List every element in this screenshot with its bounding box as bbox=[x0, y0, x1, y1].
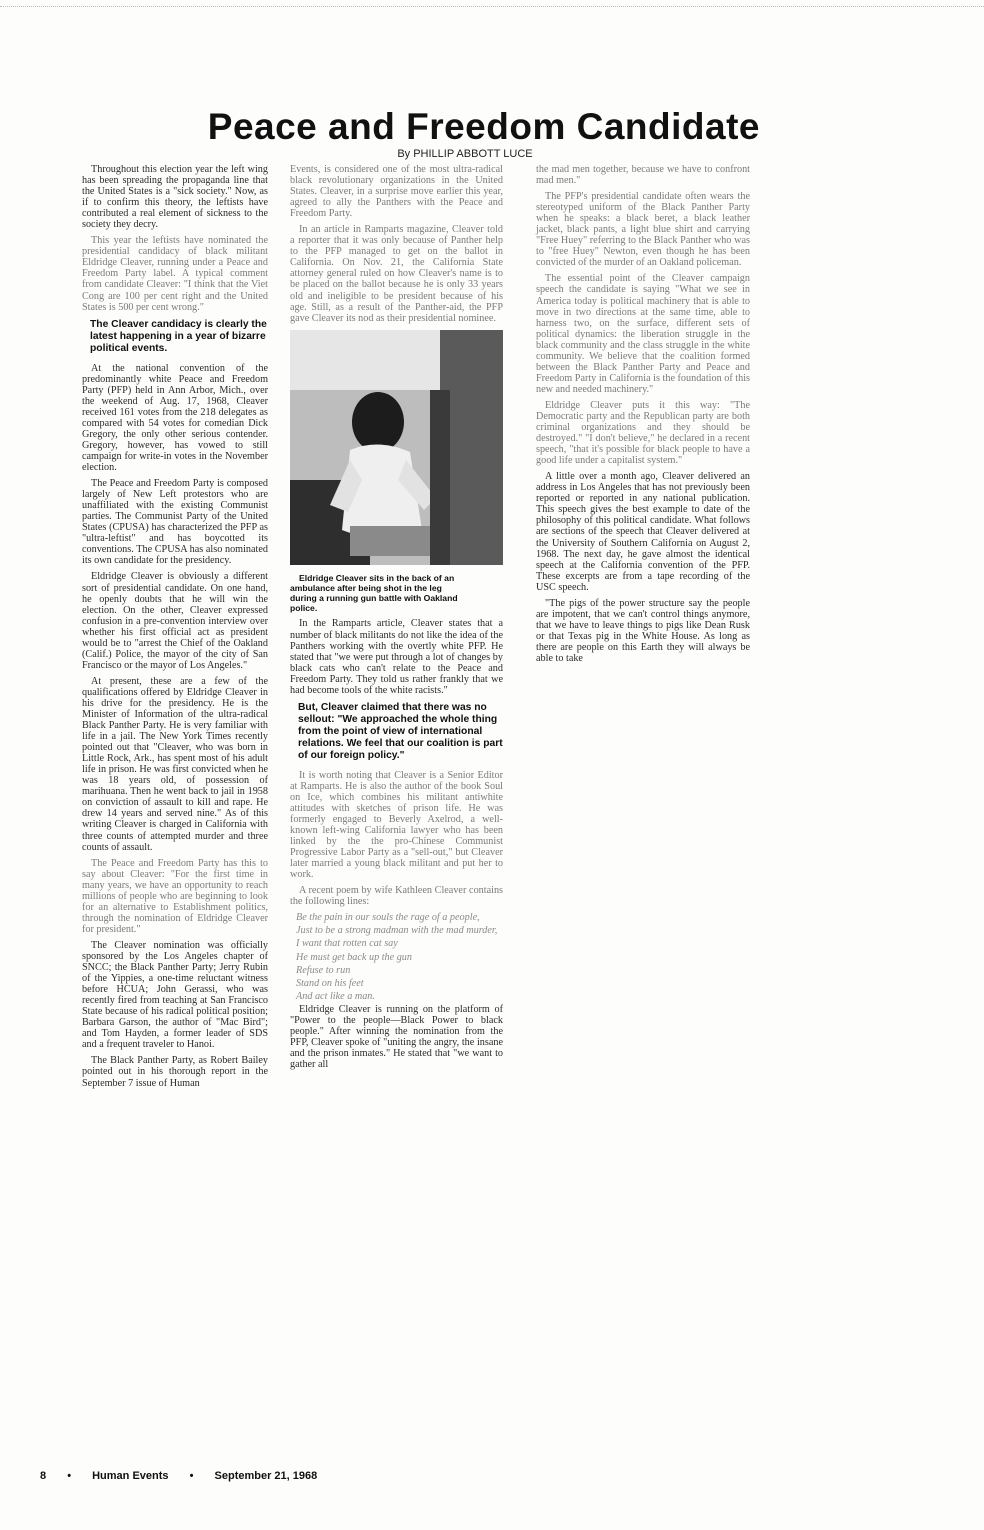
article-column-2 bbox=[290, 164, 503, 1075]
paragraph: The Black Panther Party, as Robert Bailey pointed out in his thorough report in the September 7 issue of Human bbox=[82, 1055, 268, 1089]
paragraph: The Peace and Freedom Party is composed largely of New Left protestors who are unaffiliated with the existing Communist parties. The Communist Party of the United States (CPUSA) has characterized the PFP as "ultra-leftist" and has boycotted its conventions. The CPUSA has also nominated its own candidate for the presidency. bbox=[82, 478, 268, 567]
poem-line: Just to be a strong madman with the mad murder, bbox=[296, 925, 498, 937]
poem-line: He must get back up the gun bbox=[296, 951, 412, 963]
headline: Peace and Freedom Candidate bbox=[207, 106, 760, 147]
paragraph: It is worth noting that Cleaver is a Senior Editor at Ramparts. He is also the author of the book Soul on Ice, which combines his militant antiwhite attitudes with sketches of prison life. He was formerly engaged to Beverly Axelrod, a well-known left-wing California lawyer who has been linked by the the pro-Chinese Communist Progressive Labor Party as a "sell-out," but Cleaver later married a young black militant and put her to work. bbox=[290, 769, 503, 881]
paragraph: In an article in Ramparts magazine, Cleaver told a reporter that it was only because of Panther help to the PFP managed to get on the ballot in California. On Nov. 21, the California State attorney general ruled on how Cleaver's name is to be placed on the ballot because he is only 33 years old and ineligible to be president because of his age. Still, as a result of the Panther-aid, the PFP gave Cleaver its nod as their presidential nominee. bbox=[290, 224, 503, 324]
paragraph: the mad men together, because we have to confront mad men." bbox=[536, 164, 750, 187]
page-footer bbox=[40, 1470, 335, 1482]
page-number: 8 bbox=[40, 1470, 47, 1482]
paragraph: In the Ramparts article, Cleaver states that a number of black militants do not like the idea of the Panthers working with the overtly white PFP. He stated that "we were put through a lot of changes by black cats who can't relate to the Peace and Freedom Party. They told us rather frankly that we had become tools of the white racists." bbox=[290, 618, 503, 696]
scan-top-rule bbox=[0, 6, 984, 7]
poem-line: Refuse to run bbox=[296, 964, 351, 976]
paragraph: Throughout this election year the left wing has been spreading the propaganda line that the United States is a "sick society." Now, as if to confirm this theory, the leftists have contributed a real element of sickness to the society they decry. bbox=[82, 164, 268, 231]
article-column-3 bbox=[536, 164, 750, 669]
news-photo bbox=[290, 330, 503, 565]
publication-name: Human Events bbox=[92, 1470, 169, 1482]
paragraph: Events, is considered one of the most ultra-radical black revolutionary organizations in the United States. Cleaver, in a surprise move earlier this year, agreed to ally the Panthers with the Peace and Freedom Party. bbox=[290, 164, 503, 220]
paragraph: A recent poem by wife Kathleen Cleaver contains the following lines: bbox=[290, 885, 503, 908]
paragraph: The Cleaver nomination was officially sponsored by the Los Angeles chapter of SNCC; the Black Panther Party; Jerry Rubin of the Yippies, a one-time reluctant witness before HCUA; John Gerassi, who was recently fired from teaching at San Francisco State because of his radical political position; Barbara Garson, the author of "Mac Bird"; and Tom Hayden, a former leader of SDS and a frequent traveler to Hanoi. bbox=[82, 939, 268, 1051]
paragraph: The PFP's presidential candidate often wears the stereotyped uniform of the Black Panther Party when he speaks: a black beret, a black leather jacket, black pants, a light blue shirt and carrying "Free Huey" referring to the Black Panther who was to "free Huey" Newton, even though he has been convicted of the murder of an Oakland policeman. bbox=[536, 191, 750, 269]
paragraph: At present, these are a few of the qualifications offered by Eldridge Cleaver in his drive for the presidency. He is the Minister of Information of the ultra-radical Black Panther Party. He is very familiar with life in a jail. The New York Times recently pointed out that "Cleaver, who was born in Little Rock, Ark., has spent most of his adult life in prison. He was first convicted when he was 18 years old, of possession of marihuana. Then he went back to jail in 1958 on conviction of assault to kill and rape. He drew 14 years and served nine." As of this writing Cleaver is charged in California with three counts of attempted murder and three counts of assault. bbox=[82, 675, 268, 853]
article-column-1 bbox=[82, 164, 268, 1094]
photo-caption: Eldridge Cleaver sits in the back of an ambulance after being shot in the leg during a running gun battle with Oakland police. bbox=[290, 572, 458, 614]
paragraph: At the national convention of the predominantly white Peace and Freedom Party (PFP) held in Ann Arbor, Mich., over the weekend of Aug. 17, 1968, Cleaver received 161 votes from the 218 delegates as compared with 54 votes for comedian Dick Gregory, the only other serious contender. Gregory, however, has vowed to still campaign for write-in votes in the November election. bbox=[82, 362, 268, 474]
poem-line: I want that rotten cat say bbox=[296, 938, 398, 950]
paragraph: The essential point of the Cleaver campaign speech the candidate is saying "What we see in America today is political machinery that is able to move in two directions at the same time, able to harness two, on the surface, different sets of political dynamics: the liberation struggle in the black community and the class struggle in the white community. We believe that the coalition formed between the Black Panther Party and Peace and Freedom Party in California is the foundation of this new and needed machinery." bbox=[536, 273, 750, 395]
issue-date: September 21, 1968 bbox=[214, 1470, 318, 1482]
paragraph: The Peace and Freedom Party has this to say about Cleaver: "For the first time in many years, we have an opportunity to reach millions of people who are beginning to look for an alternative to Establishment politics, through the nomination of Eldridge Cleaver for president." bbox=[82, 857, 268, 935]
photo-illustration bbox=[290, 330, 503, 565]
pull-quote: The Cleaver candidacy is clearly the latest happening in a year of bizarre political events. bbox=[90, 318, 267, 354]
paragraph: "The pigs of the power structure say the people are impotent, that we can't control things anymore, that we have to leave things to pigs like Dean Rusk or that Texas pig in the White House. As long as there are people on this Earth they will always be able to take bbox=[536, 597, 750, 664]
poem-line: Be the pain in our souls the rage of a people, bbox=[296, 912, 480, 924]
byline: By PHILLIP ABBOTT LUCE bbox=[397, 148, 533, 160]
paragraph: Eldridge Cleaver puts it this way: "The Democratic party and the Republican party are both criminal organizations and they should be destroyed." "I don't believe," he declared in a recent speech, "that it's possible for black people to have a good life under a capitalist system." bbox=[536, 399, 750, 467]
paragraph: Eldridge Cleaver is running on the platform of "Power to the people—Black Power to black people." After winning the nomination from the PFP, Cleaver spoke of "uniting the angry, the insane and the prison inmates." He stated that "we want to gather all bbox=[290, 1003, 503, 1070]
pull-quote: But, Cleaver claimed that there was no sellout: "We approached the whole thing from the point of view of international relations. We feel that our coalition is part of our foreign policy." bbox=[298, 701, 503, 761]
poem-line: Stand on his feet bbox=[296, 977, 364, 989]
paragraph: A little over a month ago, Cleaver delivered an address in Los Angeles that has not previously been reported or reported in any national publication. This speech gives the best example to date of the philosophy of this political candidate. What follows are sections of the speech that Cleaver delivered at the University of Southern California on August 2, 1968. The next day, he gave almost the identical speech at the California convention of the PFP. These excerpts are from a tape recording of the USC speech. bbox=[536, 471, 750, 593]
paragraph: This year the leftists have nominated the presidential candidacy of black militant Eldridge Cleaver, running under a Peace and Freedom Party label. A typical comment from candidate Cleaver: "I think that the Viet Cong are 100 per cent right and the United States is 500 per cent wrong." bbox=[82, 235, 268, 313]
paragraph: Eldridge Cleaver is obviously a different sort of presidential candidate. On one hand, he openly doubts that he will win the election. On the other, Cleaver expressed confusion in a pre-convention interview over whether his first official act as president would be to "arrest the Chief of the Oakland (Calif.) Police, the mayor of the city of San Francisco or the mayor of Los Angeles." bbox=[82, 571, 268, 671]
footer-separator: • bbox=[189, 1470, 194, 1482]
poem-line: And act like a man. bbox=[296, 990, 375, 1002]
footer-separator: • bbox=[67, 1470, 72, 1482]
